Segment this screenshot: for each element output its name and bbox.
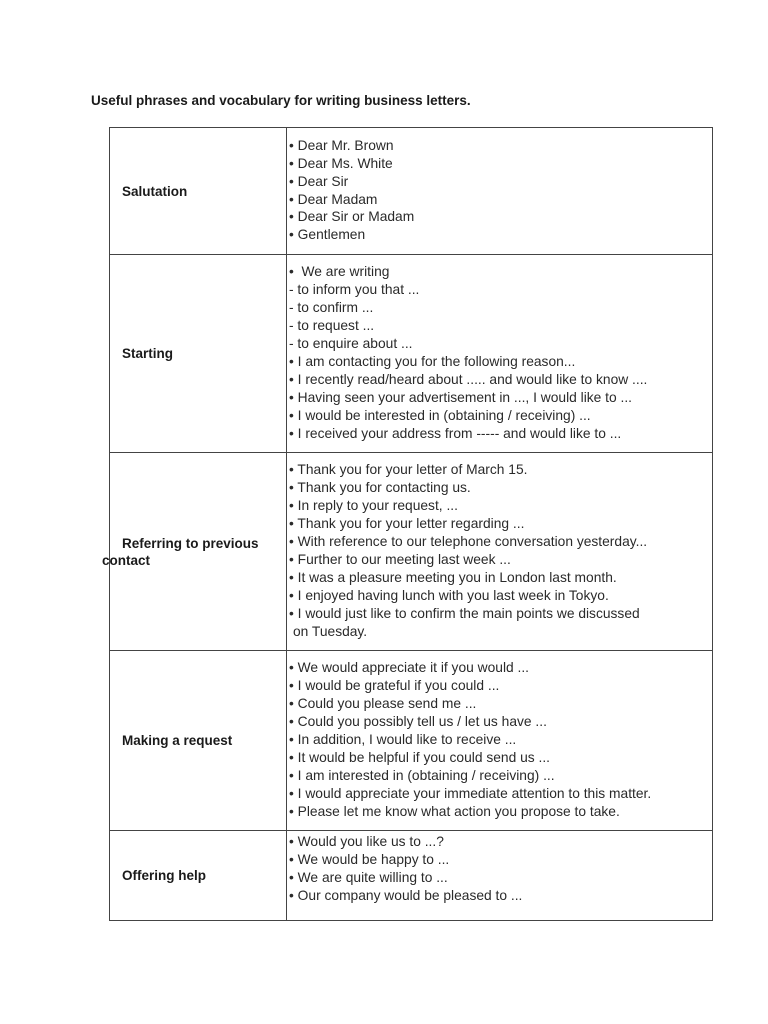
phrase-item: - to confirm ... [289, 300, 374, 316]
phrase-item: • Our company would be pleased to ... [289, 887, 523, 903]
phrase-item: • Having seen your advertisement in ..., I would like to ... [289, 389, 633, 405]
category-cell [110, 831, 287, 921]
phrase-item: - to request ... [289, 318, 375, 334]
phrase-item: • Dear Sir [289, 173, 349, 189]
phrase-item: • Further to our meeting last week ... [289, 552, 511, 567]
phrase-item-continuation: on Tuesday. [293, 623, 368, 639]
phrase-item: • Please let me know what action you propose to take. [289, 803, 620, 819]
phrase-item: - to inform you that ... [289, 282, 420, 298]
phrase-item: • Thank you for your letter regarding ... [289, 516, 525, 532]
category-label-request: Making a request [122, 733, 233, 748]
category-label-referring [102, 535, 286, 569]
phrase-item: • I received your address from ----- and would like to ... [289, 425, 622, 441]
phrase-item: • It was a pleasure meeting you in London last month. [289, 569, 617, 585]
phrases-cell [287, 453, 713, 651]
category-label-line: contact [102, 552, 151, 568]
phrase-item: • I would be grateful if you could ... [289, 678, 500, 694]
table-row-salutation [110, 128, 713, 255]
phrase-item: • It would be helpful if you could send us ... [289, 749, 550, 765]
phrase-item: • Dear Mr. Brown [289, 137, 394, 153]
phrase-item: • I would just like to confirm the main points we discussed [289, 605, 640, 621]
phrase-item: • I enjoyed having lunch with you last week in Tokyo. [289, 587, 609, 603]
category-label-starting: Starting [122, 346, 174, 361]
phrase-item: • We would appreciate it if you would ... [289, 660, 530, 676]
phrase-item: • Thank you for your letter of March 15. [289, 462, 528, 478]
table-row-request [110, 651, 713, 831]
category-cell [110, 128, 287, 255]
phrase-item: • I would appreciate your immediate attention to this matter. [289, 785, 652, 801]
phrase-item: • Would you like us to ...? [289, 834, 444, 849]
phrase-item: • Could you please send me ... [289, 696, 477, 712]
phrase-item: • We would be happy to ... [289, 851, 450, 867]
phrase-item: • Thank you for contacting us. [289, 480, 471, 496]
table-row-offering [110, 831, 713, 921]
phrase-item: • I am contacting you for the following reason... [289, 354, 576, 369]
phrase-item: • With reference to our telephone conversation yesterday... [289, 534, 648, 550]
phrase-item: • Gentlemen [289, 227, 366, 243]
phrase-item: • In reply to your request, ... [289, 498, 458, 514]
category-label-offering: Offering help [122, 868, 206, 883]
phrases-cell [287, 255, 713, 453]
phrases-cell [287, 651, 713, 831]
phrases-table [102, 127, 713, 921]
phrase-item: • We are quite willing to ... [289, 869, 448, 885]
phrase-item: • Dear Sir or Madam [289, 209, 415, 225]
category-cell [110, 255, 287, 453]
document-title: Useful phrases and vocabulary for writing business letters. [91, 93, 471, 108]
phrases-cell [287, 831, 713, 921]
phrases-cell [287, 128, 713, 255]
phrase-item: • I recently read/heard about ..... and would like to know .... [289, 371, 648, 387]
phrase-item: • In addition, I would like to receive ... [289, 732, 517, 748]
phrase-item: • Dear Ms. White [289, 155, 393, 171]
phrase-item: - to enquire about ... [289, 336, 413, 352]
category-label-salutation: Salutation [122, 183, 188, 199]
category-cell [102, 453, 287, 651]
category-cell [110, 651, 287, 831]
phrase-item: • Could you possibly tell us / let us have ... [289, 714, 547, 730]
table-row-referring [110, 453, 713, 651]
table-row-starting [110, 255, 713, 453]
phrase-item: • Dear Madam [289, 191, 378, 207]
phrase-item: • I am interested in (obtaining / receiving) ... [289, 767, 555, 783]
phrase-item: • I would be interested in (obtaining / receiving) ... [289, 407, 591, 423]
category-label-line: Referring to previous [122, 535, 259, 551]
phrase-item: • We are writing [289, 264, 390, 280]
